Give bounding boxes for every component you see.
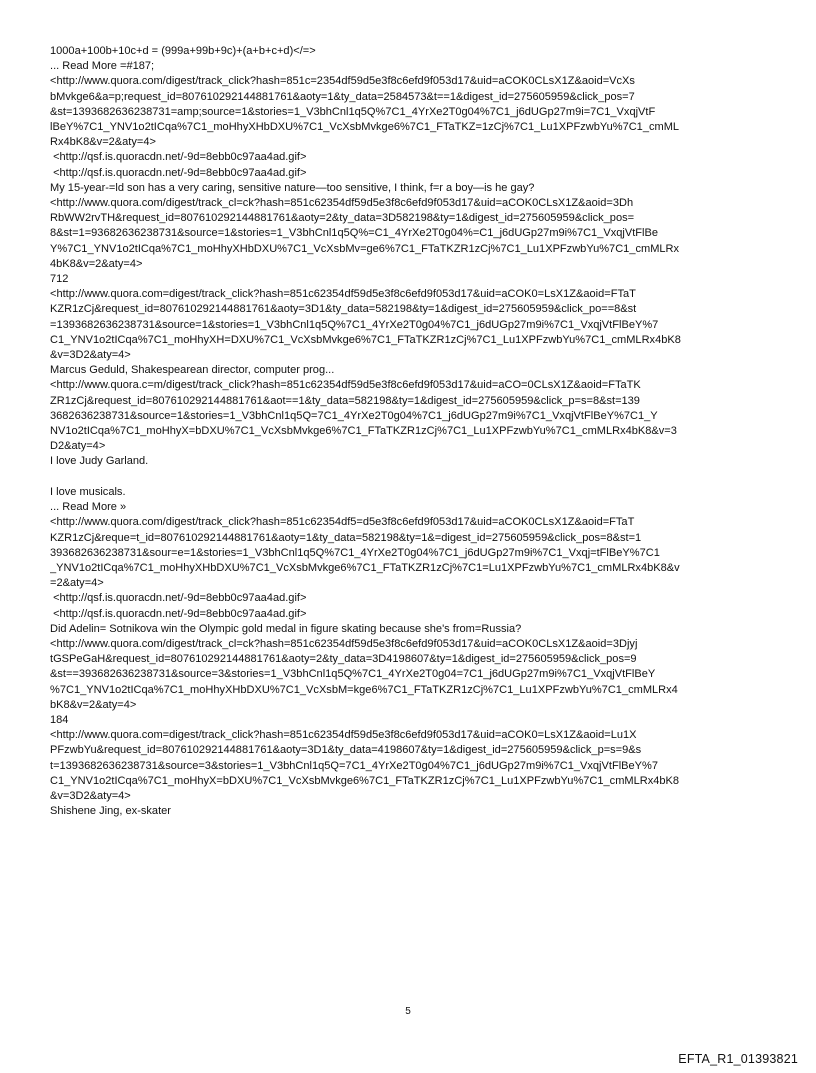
text-line: 8&st=1=93682636238731&source=1&stories=1_V3bhCnl1q5Q%=C1_4YrXe2T0g04%=C1_j6dUGp27m9i%7C1_VxqjVtFlBe [50, 227, 658, 240]
text-line: My 15-year-=ld son has a very caring, sensitive nature—too sensitive, I think, f=r a boy—is he gay? [50, 181, 535, 194]
text-line: Y%7C1_YNV1o2tICqa%7C1_moHhyXHbDXU%7C1_VcXsbMv=ge6%7C1_FTaTKZR1zCj%7C1_Lu1XPFzwbYu%7C1_cmMLRx [50, 242, 680, 255]
text-line: C1_YNV1o2tICqa%7C1_moHhyX=bDXU%7C1_VcXsbMvkge6%7C1_FTaTKZR1zCj%7C1_Lu1XPFzwbYu%7C1_cmMLRx4bK8 [50, 774, 680, 787]
text-line: 184 [50, 713, 69, 726]
text-line: <http://qsf.is.quoracdn.net/-9d=8ebb0c97aa4ad.gif> [50, 607, 307, 620]
text-line: 4bK8&v=2&aty=4> [50, 257, 143, 270]
document-id-stamp: EFTA_R1_01393821 [678, 1052, 798, 1066]
text-line: <http://qsf.is.quoracdn.net/-9d=8ebb0c97aa4ad.gif> [50, 592, 307, 605]
text-line: <http://www.quora.com/digest/track_cl=ck?hash=851c62354df59d5e3f8c6efd9f053d17&uid=aCOK0CLsX1Z&aoid=3Dh [50, 197, 634, 210]
text-line: <http://qsf.is.quoracdn.net/-9d=8ebb0c97aa4ad.gif> [50, 166, 307, 179]
text-line: =1393682636238731&source=1&stories=1_V3bhCnl1q5Q%7C1_4YrXe2T0g04%7C1_j6dUGp27m9i%7C1_VxqjVtFlBeY%7 [50, 318, 659, 331]
text-line: %7C1_YNV1o2tICqa%7C1_moHhyXHbDXU%7C1_VcXsbM=kge6%7C1_FTaTKZR1zCj%7C1_Lu1XPFzwbYu%7C1_cmMLRx4 [50, 683, 678, 696]
text-line: KZR1zCj&request_id=807610292144881761&aoty=3D1&ty_data=582198&ty=1&digest_id=275605959&click_po==8&st [50, 303, 637, 316]
text-line: &st=1393682636238731=amp;source=1&stories=1_V3bhCnl1q5Q%7C1_4YrXe2T0g04%7C1_j6dUGp27m9i=7C1_VxqjVtF [50, 105, 656, 118]
text-line: <http://www.quora.com=digest/track_click?hash=851c62354df59d5e3f8c6efd9f053d17&uid=aCOK0=LsX1Z&aoid=FTaT [50, 288, 636, 301]
text-line: 3682636238731&source=1&stories=1_V3bhCnl1q5Q=7C1_4YrXe2T0g04%7C1_j6dUGp27m9i%7C1_VxqjVtFlBeY%7C1_Y [50, 409, 658, 422]
page-number: 5 [405, 1006, 411, 1017]
text-line: KZR1zCj&reque=t_id=807610292144881761&aoty=1&ty_data=582198&ty=1&=digest_id=275605959&click_pos=8&st=1 [50, 531, 642, 544]
text-line: <http://www.quora.com/digest/track_cl=ck?hash=851c62354df59d5e3f8c6efd9f053d17&uid=aCOK0CLsX1Z&aoid=3Djyj [50, 637, 638, 650]
document-body [50, 44, 772, 819]
text-line: t=1393682636238731&source=3&stories=1_V3bhCnl1q5Q=7C1_4YrXe2T0g04%7C1_j6dUGp27m9i%7C1_VxqjVtFlBeY%7 [50, 759, 658, 772]
text-line: Marcus Geduld, Shakespearean director, computer prog... [50, 364, 335, 377]
text-line: <http://www.quora.c=m/digest/track_click?hash=851c62354df59d5e3f8c6efd9f053d17&uid=aCO=0CLsX1Z&aoid=FTaTK [50, 379, 641, 392]
text-line: <http://www.quora.com/digest/track_click?hash=851c=2354df59d5e3f8c6efd9f053d17&uid=aCOK0CLsX1Z&aoid=VcXs [50, 75, 635, 88]
text-line: bK8&v=2&aty=4> [50, 698, 137, 711]
text-line: PFzwbYu&request_id=807610292144881761&aoty=3D1&ty_data=4198607&ty=1&digest_id=275605959&click_p=s=9&s [50, 744, 642, 757]
text-line: Did Adelin= Sotnikova win the Olympic gold medal in figure skating because she's from=Russia? [50, 622, 522, 635]
text-line: ZR1zCj&request_id=807610292144881761&aot==1&ty_data=582198&ty=1&digest_id=275605959&click_p=s=8&st=139 [50, 394, 640, 407]
text-line: Rx4bK8&v=2&aty=4> [50, 136, 156, 149]
text-line: &v=3D2&aty=4> [50, 789, 131, 802]
text-line: ... Read More » [50, 501, 127, 514]
text-line: <http://qsf.is.quoracdn.net/-9d=8ebb0c97aa4ad.gif> [50, 151, 307, 164]
text-line: <http://www.quora.com/digest/track_click?hash=851c62354df5=d5e3f8c6efd9f053d17&uid=aCOK0CLsX1Z&aoid=FTaT [50, 516, 635, 529]
text-line: ... Read More =#187; [50, 60, 155, 73]
text-line: D2&aty=4> [50, 440, 106, 453]
text-line: RbWW2rvTH&request_id=807610292144881761&aoty=2&ty_data=3D582198&ty=1&digest_id=275605959&click_pos= [50, 212, 635, 225]
blank-line [50, 470, 772, 485]
text-line: C1_YNV1o2tICqa%7C1_moHhyXH=DXU%7C1_VcXsbMvkge6%7C1_FTaTKZR1zCj%7C1_Lu1XPFzwbYu%7C1_cmMLRx4bK8 [50, 333, 681, 346]
text-line: _YNV1o2tICqa%7C1_moHhyXHbDXU%7C1_VcXsbMvkge6%7C1_FTaTKZR1zCj%7C1=Lu1XPFzwbYu%7C1_cmMLRx4bK8&v [50, 561, 680, 574]
text-line: 712 [50, 273, 69, 286]
text-line: I love Judy Garland. [50, 455, 149, 468]
text-line: tGSPeGaH&request_id=807610292144881761&aoty=2&ty_data=3D4198607&ty=1&digest_id=275605959&click_pos=9 [50, 653, 637, 666]
text-line: <http://www.quora.com=digest/track_click?hash=851c62354df59d5e3f8c6efd9f053d17&uid=aCOK0=LsX1Z&aoid=Lu1X [50, 729, 637, 742]
text-line: 1000a+100b+10c+d = (999a+99b+9c)+(a+b+c+d)</=> [50, 45, 316, 57]
text-line: &v=3D2&aty=4> [50, 349, 131, 362]
text-line: bMvkge6&a=p;request_id=807610292144881761&aoty=1&ty_data=2584573&t==1&digest_id=275605959&click_pos=7 [50, 90, 635, 103]
text-line: Shishene Jing, ex-skater [50, 805, 171, 818]
text-line: lBeY%7C1_YNV1o2tICqa%7C1_moHhyXHbDXU%7C1_VcXsbMvkge6%7C1_FTaTKZ=1zCj%7C1_Lu1XPFzwbYu%7C1_cmML [50, 121, 680, 134]
text-line: &st==393682636238731&source=3&stories=1_V3bhCnl1q5Q%7C1_4YrXe2T0g04=7C1_j6dUGp27m9i%7C1_VxqjVtFlBeY [50, 668, 656, 681]
text-line: 393682636238731&sour=e=1&stories=1_V3bhCnl1q5Q%7C1_4YrXe2T0g04%7C1_j6dUGp27m9i%7C1_Vxqj=tFlBeY%7C1 [50, 546, 660, 559]
text-line: =2&aty=4> [50, 577, 104, 590]
text-line: I love musicals. [50, 485, 126, 498]
text-line: NV1o2tICqa%7C1_moHhyX=bDXU%7C1_VcXsbMvkge6%7C1_FTaTKZR1zCj%7C1_Lu1XPFzwbYu%7C1_cmMLRx4bK8&v=3 [50, 425, 677, 438]
